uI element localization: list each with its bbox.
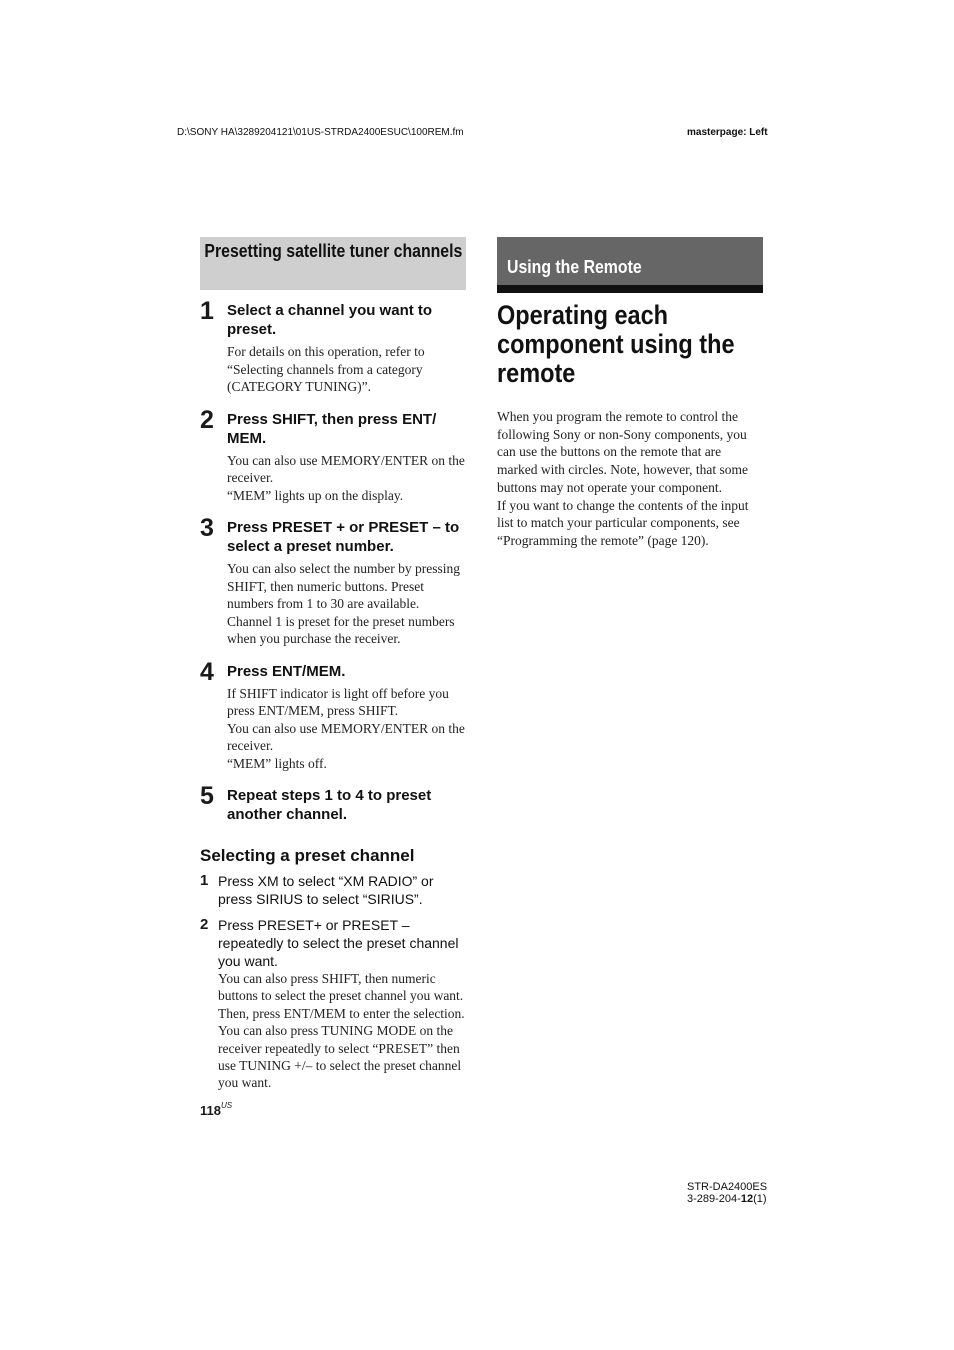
chapter-label: Using the Remote: [507, 257, 642, 277]
page-suffix: US: [220, 1101, 233, 1110]
step-title: Select a channel you want to preset.: [227, 302, 433, 338]
step-title: Press PRESET+ or PRESET – repeatedly to select the preset channel you want.: [218, 917, 459, 969]
step-body: [218, 970, 466, 1092]
step-text: You can also select the number by pressing SHIFT, then numeric buttons. Preset numbers from 1 to 30 are available. Channel 1 is preset for the preset numbers when you purchase the receiver.: [227, 561, 460, 646]
intro-text: [497, 408, 763, 550]
step-number: 2: [200, 405, 214, 434]
right-column: [497, 237, 763, 550]
step-number: 5: [200, 782, 214, 810]
page-number: [200, 1103, 232, 1118]
step-number: 2: [200, 916, 209, 933]
step-text: You can also press TUNING MODE on the receiver repeatedly to select “PRESET” then use TUNING +/– to select the preset channel you want.: [218, 1023, 462, 1091]
section-title: Presetting satellite tuner channels: [200, 237, 466, 268]
part-code-prefix: 3-289-204-: [687, 1193, 741, 1205]
part-code-bold: 12: [740, 1193, 754, 1205]
section-header: [200, 237, 466, 290]
step-body: [227, 343, 466, 396]
step-1: [200, 297, 466, 396]
step-text: For details on this operation, refer to “Selecting channels from a category (CATEGORY TUNING)”.: [227, 344, 425, 394]
part-code: [687, 1193, 767, 1205]
intro-paragraph: When you program the remote to control the following Sony or non-Sony components, you can use the buttons on the remote that are marked with circles. Note, however, that some buttons may not operate your component.: [497, 409, 749, 495]
chapter-rule: [497, 285, 763, 293]
step-number: 1: [200, 297, 214, 325]
sub-step-2: [200, 916, 466, 1092]
step-text: You can also use MEMORY/ENTER on the receiver.: [227, 720, 465, 753]
step-number: 3: [200, 514, 214, 542]
sub-step-1: [200, 872, 466, 908]
left-column: [200, 237, 466, 1092]
step-text: “MEM” lights off.: [227, 755, 327, 771]
step-title: Press XM to select “XM RADIO” or press SIRIUS to select “SIRIUS”.: [218, 873, 434, 907]
model-footer: [687, 1181, 767, 1205]
step-body: [227, 560, 466, 648]
step-body: [227, 452, 466, 505]
step-5: [200, 782, 466, 824]
step-number: 4: [200, 657, 214, 686]
step-4: [200, 657, 466, 773]
file-path: D:\SONY HA\3289204121\01US-STRDA2400ESUC\100REM.fm: [177, 127, 464, 138]
step-title: Press PRESET + or PRESET – to select a preset number.: [227, 519, 460, 555]
step-title: Press SHIFT, then press ENT/ MEM.: [227, 410, 437, 447]
intro-paragraph: If you want to change the contents of the input list to match your particular components, see “Programming the remote” (page 120).: [497, 497, 749, 548]
masterpage-label: masterpage: Left: [687, 127, 768, 138]
step-text: You can also use MEMORY/ENTER on the receiver.: [227, 452, 465, 485]
step-3: [200, 514, 466, 648]
step-title: Repeat steps 1 to 4 to preset another channel.: [227, 787, 432, 823]
model-number: STR-DA2400ES: [687, 1181, 768, 1193]
step-text: If SHIFT indicator is light off before you press ENT/MEM, press SHIFT.: [227, 685, 449, 718]
page-title: Operating each component using the remote: [497, 300, 735, 388]
step-text: “MEM” lights up on the display.: [227, 487, 404, 503]
part-code-suffix: (1): [753, 1193, 767, 1205]
chapter-band: [497, 237, 763, 285]
subsection-title: Selecting a preset channel: [200, 846, 415, 865]
step-number: 1: [200, 872, 209, 889]
page-number-value: 118: [200, 1103, 221, 1118]
step-2: [200, 405, 466, 505]
step-body: [227, 685, 466, 773]
step-text: You can also press SHIFT, then numeric buttons to select the preset channel you want. Then, press ENT/MEM to enter the selection.: [218, 971, 465, 1021]
step-title: Press ENT/MEM.: [227, 662, 346, 680]
